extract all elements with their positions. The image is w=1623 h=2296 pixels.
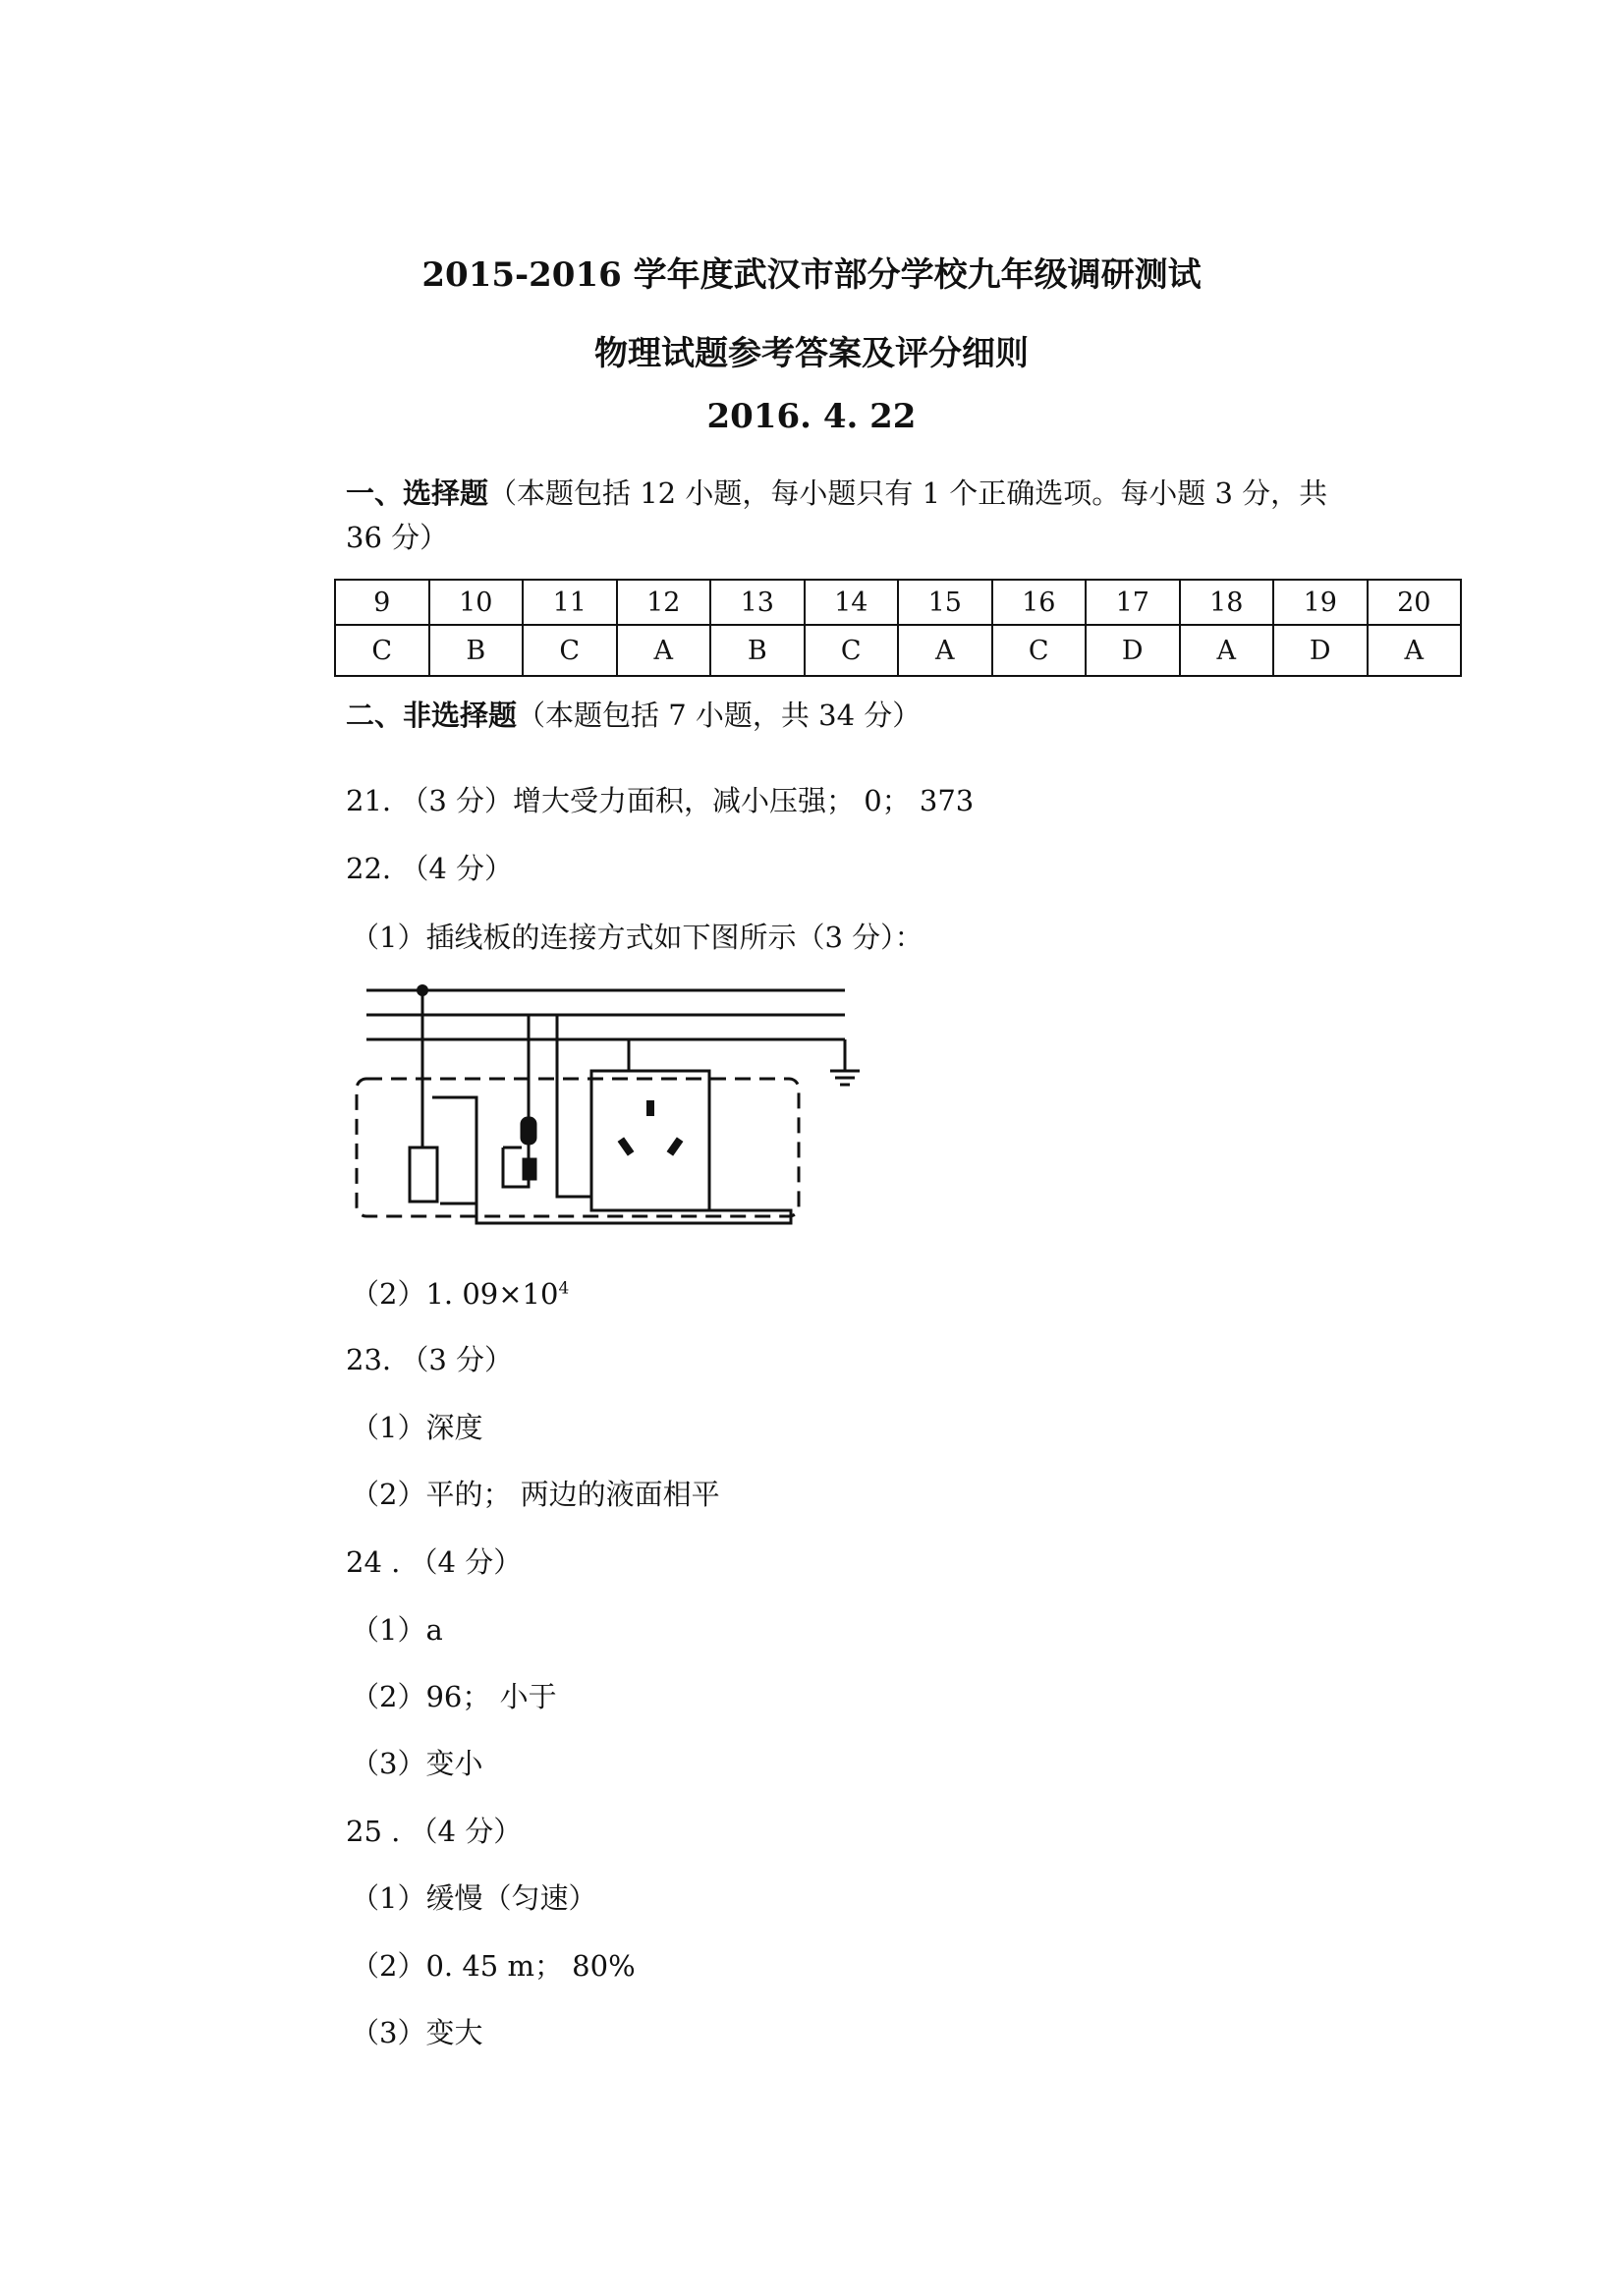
question-number: 12 (617, 580, 711, 625)
q22-part2 (351, 1272, 569, 1313)
q25-heading: 25 . （4 分） (346, 1815, 523, 1848)
q24-part1: （1）a (351, 1613, 443, 1647)
exam-subtitle: 物理试题参考答案及评分细则 (594, 334, 1029, 373)
question-number: 20 (1368, 580, 1462, 625)
q24-part2: （2）96； 小于 (351, 1680, 557, 1713)
three-pin-socket (591, 1071, 709, 1210)
q21-answer: 21. （3 分）增大受力面积，减小压强； 0； 373 (346, 784, 975, 817)
q25-part1: （1）缓慢（匀速） (351, 1881, 597, 1915)
socket-pin-left (618, 1137, 635, 1155)
question-number: 10 (429, 580, 524, 625)
q22-heading: 22. （4 分） (346, 852, 514, 885)
answer-cell: A (898, 625, 992, 676)
q24-part3: （3）变小 (351, 1747, 483, 1780)
section2-heading: 二、非选择题 (346, 699, 518, 732)
answer-cell: A (1368, 625, 1462, 676)
section1-heading: 一、选择题 (346, 476, 489, 510)
socket-pin-right (667, 1137, 684, 1155)
section2-line (346, 694, 921, 734)
q22-part2-value: （2）1. 09×10 (351, 1277, 559, 1311)
answer-cell: C (335, 625, 429, 676)
q22-part2-exponent: 4 (558, 1278, 570, 1299)
socket-pin-earth (646, 1100, 654, 1116)
indicator-lamp (522, 1118, 535, 1144)
switch-body (410, 1148, 437, 1202)
answer-table (334, 579, 1462, 677)
answer-cell: D (1086, 625, 1180, 676)
answer-cell: C (805, 625, 899, 676)
table-row-numbers (335, 580, 1461, 625)
section2-desc: （本题包括 7 小题，共 34 分） (517, 699, 922, 732)
question-number: 13 (710, 580, 805, 625)
q23-part1: （1）深度 (351, 1411, 483, 1444)
answer-cell: B (429, 625, 524, 676)
answer-cell: D (1273, 625, 1368, 676)
q22-part1: （1）插线板的连接方式如下图所示（3 分）： (351, 921, 923, 954)
resistor (524, 1159, 535, 1179)
answer-cell: A (1180, 625, 1274, 676)
answer-cell: C (992, 625, 1087, 676)
q25-part3: （3）变大 (351, 2016, 483, 2049)
question-number: 17 (1086, 580, 1180, 625)
answer-cell: A (617, 625, 711, 676)
q23-heading: 23. （3 分） (346, 1343, 514, 1376)
q23-part2: （2）平的； 两边的液面相平 (351, 1478, 720, 1511)
section1-desc-cont: 36 分） (346, 521, 449, 554)
question-number: 15 (898, 580, 992, 625)
question-number: 11 (523, 580, 617, 625)
power-strip-wiring-diagram (349, 973, 879, 1238)
exam-title: 2015-2016 学年度武汉市部分学校九年级调研测试 (421, 255, 1202, 295)
question-number: 19 (1273, 580, 1368, 625)
exam-date: 2016. 4. 22 (706, 397, 917, 436)
table-row-answers (335, 625, 1461, 676)
question-number: 16 (992, 580, 1087, 625)
junction-dot (417, 984, 428, 996)
question-number: 18 (1180, 580, 1274, 625)
section1-desc: （本题包括 12 小题，每小题只有 1 个正确选项。每小题 3 分，共 (488, 476, 1328, 510)
q25-part2: （2）0. 45 m； 80% (351, 1949, 636, 1983)
section1-line1 (346, 472, 1327, 512)
q24-heading: 24 . （4 分） (346, 1545, 523, 1579)
question-number: 14 (805, 580, 899, 625)
answer-cell: C (523, 625, 617, 676)
question-number: 9 (335, 580, 429, 625)
answer-cell: B (710, 625, 805, 676)
